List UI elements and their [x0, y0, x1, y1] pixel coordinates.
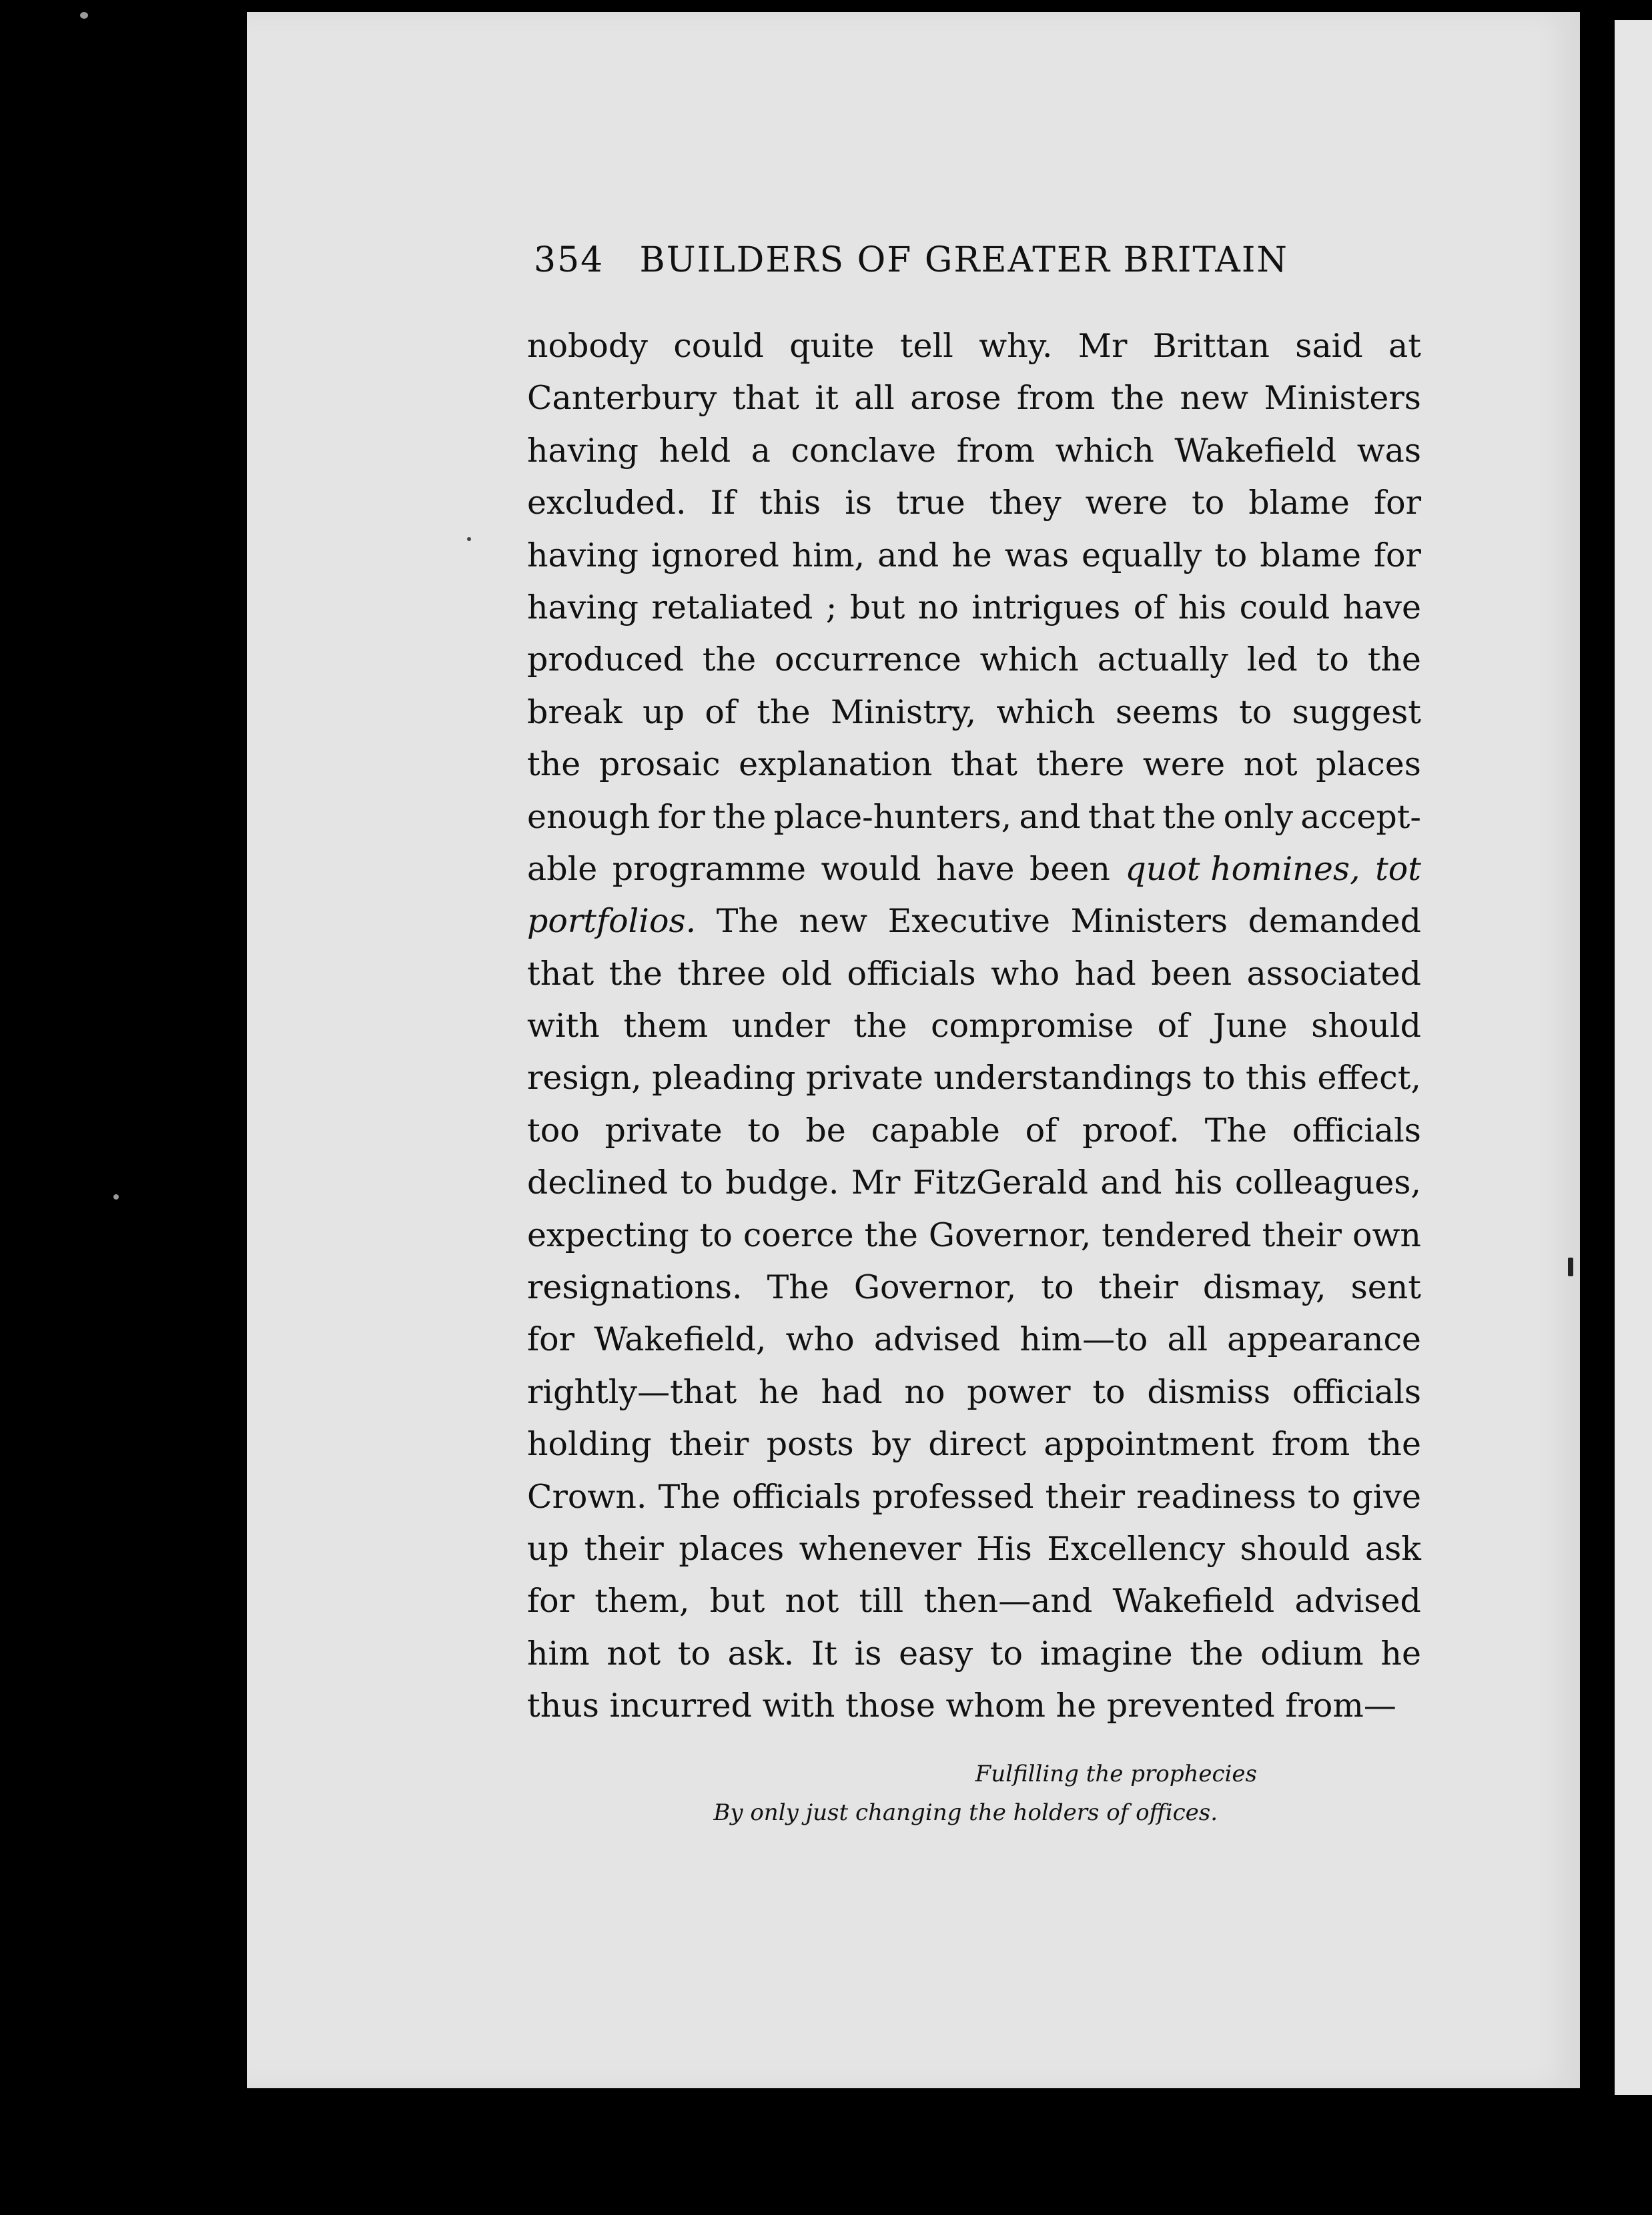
- word: true: [896, 484, 965, 522]
- word: which: [979, 640, 1079, 679]
- word: this: [759, 484, 821, 522]
- word: to: [677, 1634, 711, 1673]
- word: it: [815, 379, 839, 418]
- word: retaliated: [651, 588, 813, 626]
- word: suggest: [1292, 693, 1421, 731]
- word: only: [1223, 797, 1294, 836]
- text-line: [527, 1157, 1421, 1209]
- word: him: [527, 1634, 590, 1673]
- word: that: [1088, 797, 1155, 836]
- word: they: [989, 484, 1062, 522]
- quote-line: By only just changing the holders of offices.: [713, 1799, 1218, 1826]
- text-line: [527, 1628, 1421, 1680]
- word: of: [705, 693, 737, 731]
- text-line: [527, 1210, 1421, 1262]
- text-line: [527, 1000, 1421, 1052]
- word: officials: [1292, 1111, 1421, 1150]
- word: their: [669, 1425, 749, 1464]
- word: resign,: [527, 1059, 642, 1097]
- word: old: [781, 954, 833, 993]
- word: under: [731, 1007, 830, 1045]
- word: Wakefield: [1112, 1582, 1275, 1621]
- word: produced: [527, 640, 685, 679]
- word: who: [785, 1320, 855, 1359]
- word: been: [1029, 849, 1110, 888]
- word: he: [951, 536, 992, 574]
- word: was: [1004, 536, 1070, 574]
- scan-speck: [113, 1194, 119, 1200]
- word: their: [584, 1529, 664, 1568]
- word: the: [853, 1007, 907, 1045]
- word: at: [1388, 327, 1421, 365]
- word: their: [1262, 1216, 1342, 1254]
- word: Governor,: [853, 1268, 1017, 1307]
- word: arose: [910, 379, 1001, 418]
- word: thus: [527, 1687, 610, 1725]
- word: up: [527, 1529, 569, 1568]
- word: but: [849, 588, 905, 626]
- word: It: [811, 1634, 837, 1673]
- word: portfolios.: [527, 902, 697, 941]
- text-line: [527, 477, 1421, 529]
- word: no: [917, 588, 959, 626]
- word: all: [854, 379, 895, 418]
- word: he: [1056, 1687, 1107, 1725]
- word: said: [1295, 327, 1363, 365]
- word: Executive: [887, 902, 1051, 941]
- word: Ministers: [1264, 379, 1421, 418]
- word: led: [1246, 640, 1298, 679]
- word: Ministry,: [830, 693, 977, 731]
- word: new: [799, 902, 868, 941]
- word: seems: [1115, 693, 1219, 731]
- word: direct: [928, 1425, 1026, 1464]
- word: The: [658, 1477, 721, 1516]
- word: explanation: [739, 745, 933, 784]
- word: give: [1352, 1477, 1421, 1516]
- word: them: [623, 1007, 709, 1045]
- word: and: [1019, 797, 1081, 836]
- word: the: [1367, 640, 1421, 679]
- word: not: [1243, 745, 1298, 784]
- word: which: [1055, 431, 1154, 470]
- word: nobody: [527, 327, 648, 365]
- word: tot: [1375, 849, 1421, 888]
- word: proof.: [1082, 1111, 1180, 1150]
- word: prosaic: [598, 745, 721, 784]
- word: to: [699, 1216, 733, 1254]
- text-line: [527, 1105, 1421, 1157]
- word: the: [864, 1216, 918, 1254]
- word: whenever: [799, 1529, 961, 1568]
- word: tell: [899, 327, 953, 365]
- word: rightly—that: [527, 1372, 737, 1411]
- word: to: [1202, 1059, 1236, 1097]
- word: had: [1074, 954, 1136, 993]
- word: them,: [594, 1582, 690, 1621]
- word: this: [1245, 1059, 1308, 1097]
- text-line: [527, 1052, 1421, 1104]
- word: him,: [791, 536, 865, 574]
- word: able: [527, 849, 598, 888]
- word: from—: [1285, 1687, 1396, 1725]
- facing-page-edge: [1596, 20, 1652, 2102]
- word: by: [871, 1425, 911, 1464]
- word: Crown.: [527, 1477, 647, 1516]
- word: have: [936, 849, 1015, 888]
- word: be: [805, 1111, 846, 1150]
- word: quot homines,: [1125, 849, 1360, 888]
- word: should: [1240, 1529, 1350, 1568]
- word: could: [673, 327, 764, 365]
- word: which: [996, 693, 1096, 731]
- word: for: [527, 1320, 575, 1359]
- body-paragraph: [527, 320, 1421, 1733]
- word: to: [747, 1111, 781, 1150]
- page-number: 354: [534, 240, 604, 280]
- word: the: [1367, 1425, 1421, 1464]
- word: tendered: [1102, 1216, 1252, 1254]
- word: to: [680, 1164, 713, 1202]
- word: his: [1178, 588, 1227, 626]
- word: understandings: [933, 1059, 1192, 1097]
- word: that: [732, 379, 799, 418]
- word: The: [1204, 1111, 1267, 1150]
- word: having: [527, 588, 639, 626]
- word: break: [527, 693, 623, 731]
- word: imagine: [1040, 1634, 1173, 1673]
- word: expecting: [527, 1216, 689, 1254]
- word: to: [1239, 693, 1272, 731]
- word: posts: [766, 1425, 854, 1464]
- word: advised: [1294, 1582, 1421, 1621]
- word: is: [854, 1634, 882, 1673]
- word: having: [527, 431, 639, 470]
- text-line: [527, 791, 1421, 843]
- word: demanded: [1248, 902, 1421, 941]
- word: equally: [1081, 536, 1202, 574]
- word: quite: [789, 327, 875, 365]
- word: the: [757, 693, 811, 731]
- running-head-title: BUILDERS OF GREATER BRITAIN: [639, 240, 1288, 280]
- word: ;: [825, 588, 837, 626]
- word: declined: [527, 1164, 669, 1202]
- word: would: [821, 849, 921, 888]
- word: to: [1316, 640, 1349, 679]
- word: programme: [612, 849, 806, 888]
- word: for: [1373, 536, 1421, 574]
- word: new: [1180, 379, 1249, 418]
- word: Governor,: [928, 1216, 1092, 1254]
- word: excluded.: [527, 484, 687, 522]
- word: the: [1190, 1634, 1244, 1673]
- word: places: [1316, 745, 1421, 784]
- word: held: [659, 431, 731, 470]
- text-line: [527, 634, 1421, 686]
- text-line: [527, 1680, 1421, 1732]
- word: the: [608, 954, 663, 993]
- word: he: [1380, 1634, 1421, 1673]
- text-line: [527, 530, 1421, 582]
- word: Wakefield: [1174, 431, 1337, 470]
- word: were: [1085, 484, 1168, 522]
- text-line: [527, 1262, 1421, 1314]
- text-line: [527, 320, 1421, 372]
- word: places: [679, 1529, 785, 1568]
- word: that: [950, 745, 1017, 784]
- word: readiness: [1136, 1477, 1296, 1516]
- word: dismiss: [1147, 1372, 1271, 1411]
- word: Brittan: [1152, 327, 1270, 365]
- scan-speck: [1568, 1258, 1573, 1276]
- word: the: [702, 640, 757, 679]
- word: him—to: [1019, 1320, 1148, 1359]
- word: conclave: [791, 431, 937, 470]
- word: budge.: [725, 1164, 839, 1202]
- running-header: [534, 240, 1314, 280]
- word: enough: [527, 797, 651, 836]
- word: and: [877, 536, 939, 574]
- word: the: [1110, 379, 1165, 418]
- word: have: [1342, 588, 1421, 626]
- text-line: [527, 372, 1421, 424]
- word: having: [527, 536, 639, 574]
- word: power: [967, 1372, 1071, 1411]
- word: ask.: [727, 1634, 795, 1673]
- text-line: [527, 425, 1421, 477]
- text-line: [527, 1575, 1421, 1627]
- word: FitzGerald: [912, 1164, 1088, 1202]
- word: with: [527, 1007, 600, 1045]
- word: who: [991, 954, 1060, 993]
- word: their: [1098, 1268, 1178, 1307]
- word: If: [710, 484, 736, 522]
- word: to: [1092, 1372, 1126, 1411]
- word: three: [677, 954, 767, 993]
- word: associated: [1246, 954, 1421, 993]
- word: blame: [1248, 484, 1350, 522]
- word: resignations.: [527, 1268, 743, 1307]
- word: officials: [1292, 1372, 1421, 1411]
- word: His: [976, 1529, 1032, 1568]
- word: not: [606, 1634, 661, 1673]
- word: the: [1162, 797, 1216, 836]
- word: easy: [899, 1634, 973, 1673]
- text-line: [527, 1523, 1421, 1575]
- scan-speck: [80, 12, 88, 19]
- word: no: [904, 1372, 945, 1411]
- word: for: [1373, 484, 1421, 522]
- word: to: [1214, 536, 1248, 574]
- word: The: [767, 1268, 829, 1307]
- word: to: [1307, 1477, 1341, 1516]
- word: June: [1212, 1007, 1288, 1045]
- word: for: [527, 1582, 575, 1621]
- word: actually: [1097, 640, 1228, 679]
- word: capable: [871, 1111, 1000, 1150]
- word: from: [1016, 379, 1096, 418]
- quote-line: Fulfilling the prophecies: [975, 1761, 1257, 1787]
- text-line: [527, 1314, 1421, 1366]
- word: own: [1352, 1216, 1421, 1254]
- word: advised: [873, 1320, 1001, 1359]
- text-line: [527, 739, 1421, 791]
- word: up: [643, 693, 685, 731]
- word: is: [845, 484, 873, 522]
- word: not: [785, 1582, 839, 1621]
- text-line: [527, 895, 1421, 947]
- word: the: [713, 797, 767, 836]
- word: coerce: [743, 1216, 854, 1254]
- word: colleagues,: [1234, 1164, 1421, 1202]
- word: ask: [1364, 1529, 1421, 1568]
- word: too: [527, 1111, 580, 1150]
- word: those: [845, 1687, 946, 1725]
- word: the: [527, 745, 581, 784]
- word: for: [657, 797, 705, 836]
- word: ignored: [651, 536, 779, 574]
- word: from: [1271, 1425, 1350, 1464]
- word: with: [762, 1687, 846, 1725]
- text-line: [527, 582, 1421, 634]
- word: place-hunters,: [773, 797, 1012, 836]
- word: officials: [732, 1477, 861, 1516]
- scan-border-bottom: [0, 2095, 1652, 2215]
- word: private: [604, 1111, 723, 1150]
- word: odium: [1260, 1634, 1364, 1673]
- word: till: [859, 1582, 904, 1621]
- verse-quotation: [667, 1755, 1334, 1832]
- word: why.: [979, 327, 1053, 365]
- word: should: [1311, 1007, 1421, 1045]
- word: from: [956, 431, 1036, 470]
- word: Canterbury: [527, 379, 717, 418]
- word: professed: [872, 1477, 1034, 1516]
- word: Mr: [1078, 327, 1128, 365]
- word: whom: [945, 1687, 1056, 1725]
- word: Mr: [851, 1164, 901, 1202]
- word: Ministers: [1070, 902, 1228, 941]
- text-line: [527, 687, 1421, 739]
- word: officials: [847, 954, 976, 993]
- word: of: [1133, 588, 1166, 626]
- word: but: [709, 1582, 765, 1621]
- word: private: [805, 1059, 923, 1097]
- word: all: [1167, 1320, 1208, 1359]
- word: and: [1100, 1164, 1162, 1202]
- word: appointment: [1044, 1425, 1254, 1464]
- word: of: [1157, 1007, 1190, 1045]
- word: their: [1045, 1477, 1126, 1516]
- text-line: [527, 1471, 1421, 1523]
- word: Wakefield,: [594, 1320, 767, 1359]
- word: his: [1174, 1164, 1223, 1202]
- word: The: [716, 902, 779, 941]
- word: of: [1025, 1111, 1058, 1150]
- word: compromise: [931, 1007, 1134, 1045]
- text-line: [527, 843, 1421, 895]
- word: holding: [527, 1425, 652, 1464]
- word: been: [1151, 954, 1232, 993]
- word: intrigues: [971, 588, 1121, 626]
- word: to: [989, 1634, 1023, 1673]
- scan-speck: [467, 537, 471, 541]
- word: sent: [1350, 1268, 1421, 1307]
- word: to: [1041, 1268, 1074, 1307]
- word: to: [1192, 484, 1225, 522]
- word: were: [1142, 745, 1226, 784]
- word: could: [1239, 588, 1330, 626]
- text-line: [527, 948, 1421, 1000]
- word: that: [527, 954, 594, 993]
- word: blame: [1260, 536, 1361, 574]
- word: dismay,: [1202, 1268, 1326, 1307]
- word: pleading: [652, 1059, 796, 1097]
- word: appearance: [1227, 1320, 1421, 1359]
- word: occurrence: [775, 640, 961, 679]
- word: accept-: [1300, 797, 1421, 836]
- text-line: [527, 1418, 1421, 1470]
- text-line: [527, 1366, 1421, 1418]
- word: effect,: [1317, 1059, 1421, 1097]
- word: was: [1356, 431, 1421, 470]
- word: prevented: [1106, 1687, 1286, 1725]
- word: then—and: [923, 1582, 1093, 1621]
- word: a: [751, 431, 771, 470]
- word: had: [821, 1372, 883, 1411]
- word: he: [759, 1372, 799, 1411]
- word: incurred: [609, 1687, 763, 1725]
- word: Excellency: [1047, 1529, 1226, 1568]
- word: there: [1036, 745, 1125, 784]
